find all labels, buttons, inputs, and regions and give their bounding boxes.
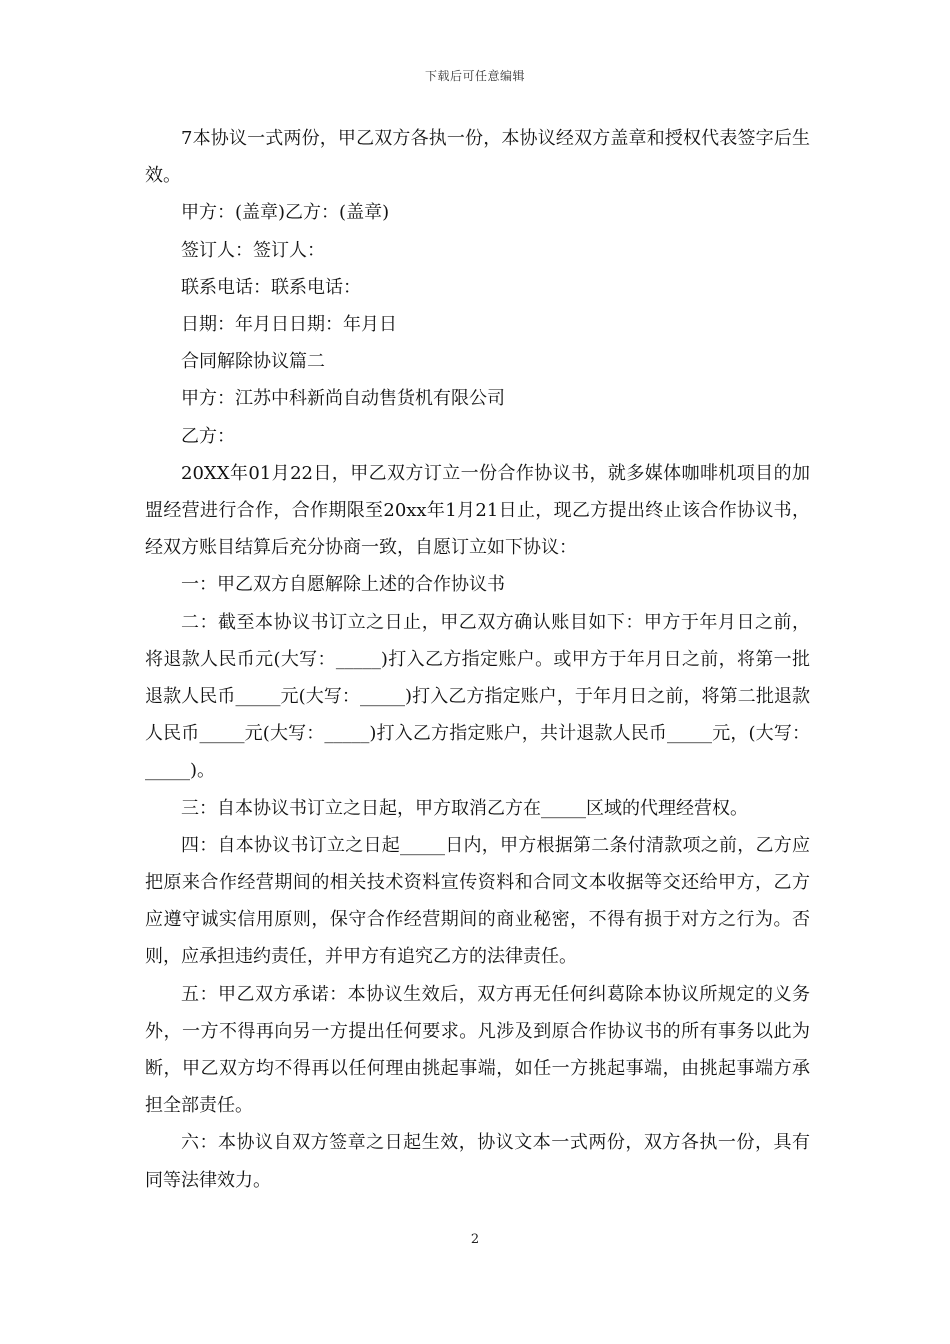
paragraph-party-b: 乙方： bbox=[181, 425, 235, 447]
page-header-note: 下载后可任意编辑 bbox=[424, 69, 525, 83]
clause-five: 五：甲乙双方承诺：本协议生效后，双方再无任何纠葛除本协议所规定的义务外，一方不得再向另一方提出任何要求。凡涉及到原合作协议书的所有事务以此为断，甲乙双方均不得再以任何理由挑起事端，如任一方挑起事端，由挑起事端方承担全部责任。 bbox=[145, 983, 810, 1117]
clause-two: 二：截至本协议书订立之日止，甲乙双方确认账目如下：甲方于年月日之前，将退款人民币元(大写：_____)打入乙方指定账户。或甲方于年月日之前，将第一批退款人民币_____元(大写：_____)打入乙方指定账户，于年月日之前，将第二批退款人民币_____元(大写：_____)打入乙方指定账户，共计退款人民币_____元，(大写：_____)。 bbox=[145, 611, 810, 782]
paragraph-signatories: 签订人：签订人： bbox=[181, 239, 325, 261]
clause-one: 一：甲乙双方自愿解除上述的合作协议书 bbox=[181, 574, 505, 596]
paragraph-dates: 日期：年月日日期：年月日 bbox=[181, 314, 397, 336]
paragraph-preamble: 20XX年01月22日，甲乙双方订立一份合作协议书，就多媒体咖啡机项目的加盟经营进行合作，合作期限至20xx年1月21日止，现乙方提出终止该合作协议书，经双方账目结算后充分协商一致，自愿订立如下协议： bbox=[145, 462, 810, 559]
clause-four: 四：自本协议书订立之日起_____日内，甲方根据第二条付清款项之前，乙方应把原来合作经营期间的相关技术资料宣传资料和合同文本收据等交还给甲方，乙方应遵守诚实信用原则，保守合作经营期间的商业秘密，不得有损于对方之行为。否则，应承担违约责任，并甲方有追究乙方的法律责任。 bbox=[145, 834, 810, 968]
paragraph-contact-phones: 联系电话：联系电话： bbox=[181, 276, 361, 298]
clause-six: 六：本协议自双方签章之日起生效，协议文本一式两份，双方各执一份，具有同等法律效力。 bbox=[145, 1132, 810, 1191]
document-body bbox=[145, 120, 810, 1199]
clause-three: 三：自本协议书订立之日起，甲方取消乙方在_____区域的代理经营权。 bbox=[181, 797, 748, 819]
page-number: 2 bbox=[470, 1232, 480, 1247]
section-heading-part-two: 合同解除协议篇二 bbox=[181, 351, 325, 373]
paragraph-party-seals: 甲方：(盖章)乙方：(盖章) bbox=[181, 202, 390, 224]
paragraph-effectiveness-clause: 7本协议一式两份，甲乙双方各执一份，本协议经双方盖章和授权代表签字后生效。 bbox=[145, 128, 810, 187]
paragraph-party-a: 甲方：江苏中科新尚自动售货机有限公司 bbox=[181, 388, 505, 410]
